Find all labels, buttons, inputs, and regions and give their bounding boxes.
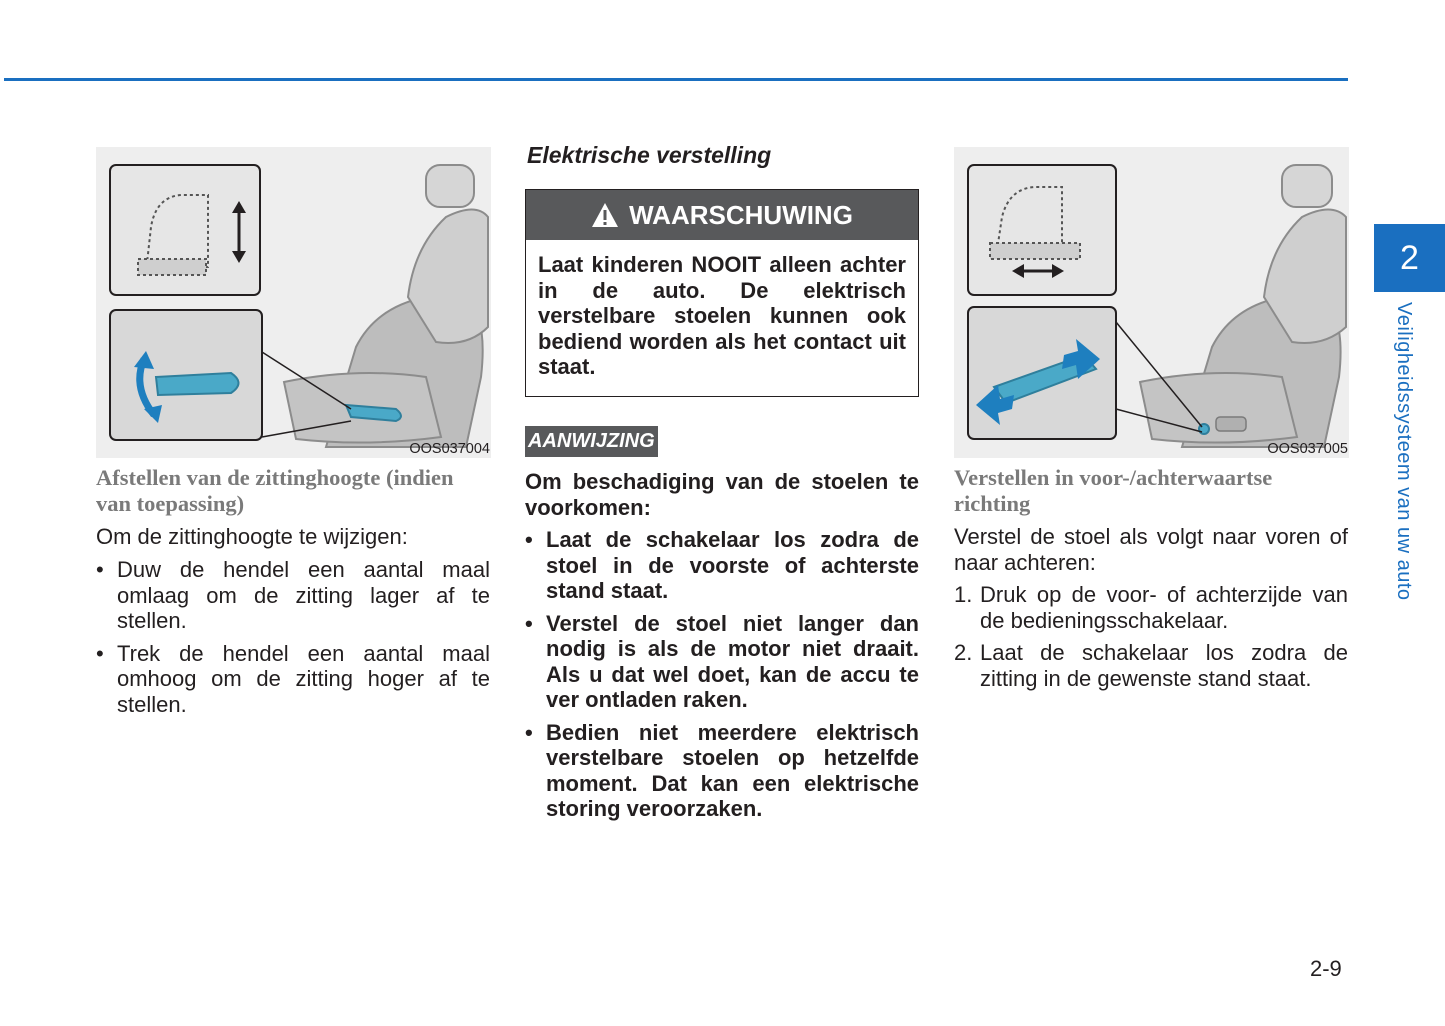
warning-header — [526, 190, 918, 240]
list-item — [954, 640, 1348, 691]
seat-height-figure — [96, 147, 491, 458]
bullet-icon: • — [525, 527, 533, 552]
list-item — [525, 527, 919, 604]
chapter-tab: 2 — [1374, 224, 1445, 292]
list-item-text: Trek de hendel een aantal maal omhoog om de zitting hoger af te stellen. — [117, 640, 490, 717]
warning-label: WAARSCHUWING — [629, 199, 853, 230]
bullet-icon: • — [525, 719, 533, 745]
seat-height-illustration — [96, 147, 491, 458]
figure-code: OOS037004 — [409, 441, 490, 457]
seat-slide-illustration — [954, 147, 1349, 458]
step-list — [954, 582, 1348, 698]
note-badge: AANWIJZING — [525, 426, 658, 457]
intro-text: Om de zittinghoogte te wijzigen: — [96, 524, 408, 549]
section-heading: Afstellen van de zittinghoogte (indien van toepassing) — [96, 465, 454, 516]
section-heading: Verstellen in voor-/achterwaartse richting — [954, 465, 1273, 516]
warning-triangle-icon — [591, 202, 619, 228]
list-item — [954, 582, 1348, 633]
list-item — [525, 720, 919, 822]
list-item — [96, 557, 490, 634]
step-number: 2. — [954, 640, 973, 665]
list-item-text: Druk op de voor- of achterzijde van de bedieningsschakelaar. — [980, 582, 1348, 633]
warning-box — [525, 189, 919, 397]
list-item — [96, 641, 490, 718]
instruction-list — [96, 557, 490, 724]
step-number: 1. — [954, 582, 973, 607]
figure-code: OOS037005 — [1267, 441, 1348, 457]
list-item-text: Bedien niet meerdere elektrisch verstelbare stoelen op hetzelfde moment. Dat kan een elektrische storing veroorzaken. — [546, 719, 919, 821]
seat-slide-figure — [954, 147, 1349, 458]
bullet-icon: • — [96, 640, 104, 666]
list-item-text: Verstel de stoel niet langer dan nodig is als de motor niet draait. Als u dat wel doet, kan de accu te ver ontladen raken. — [546, 610, 919, 712]
page-number: 2-9 — [1310, 956, 1342, 981]
note-list — [525, 527, 919, 829]
warning-text: Laat kinderen NOOIT alleen achter in de auto. De elektrisch verstelbare stoelen kunnen ook bediend worden als het contact uit staat. — [538, 252, 906, 379]
list-item — [525, 611, 919, 713]
chapter-title: Veiligheidssysteem van uw auto — [1393, 302, 1415, 601]
section-title: Elektrische verstelling — [527, 142, 772, 168]
bullet-icon: • — [525, 610, 533, 636]
list-item-text: Duw de hendel een aantal maal omlaag om de zitting lager af te stellen. — [117, 557, 490, 633]
bullet-icon: • — [96, 557, 104, 582]
list-item-text: Laat de schakelaar los zodra de stoel in de voorste of achterste stand staat. — [546, 527, 919, 603]
header-rule — [4, 78, 1348, 81]
note-intro: Om beschadiging van de stoelen te voorkomen: — [525, 469, 919, 520]
intro-text: Verstel de stoel als volgt naar voren of naar achteren: — [954, 524, 1348, 575]
list-item-text: Laat de schakelaar los zodra de zitting in de gewenste stand staat. — [980, 640, 1348, 691]
